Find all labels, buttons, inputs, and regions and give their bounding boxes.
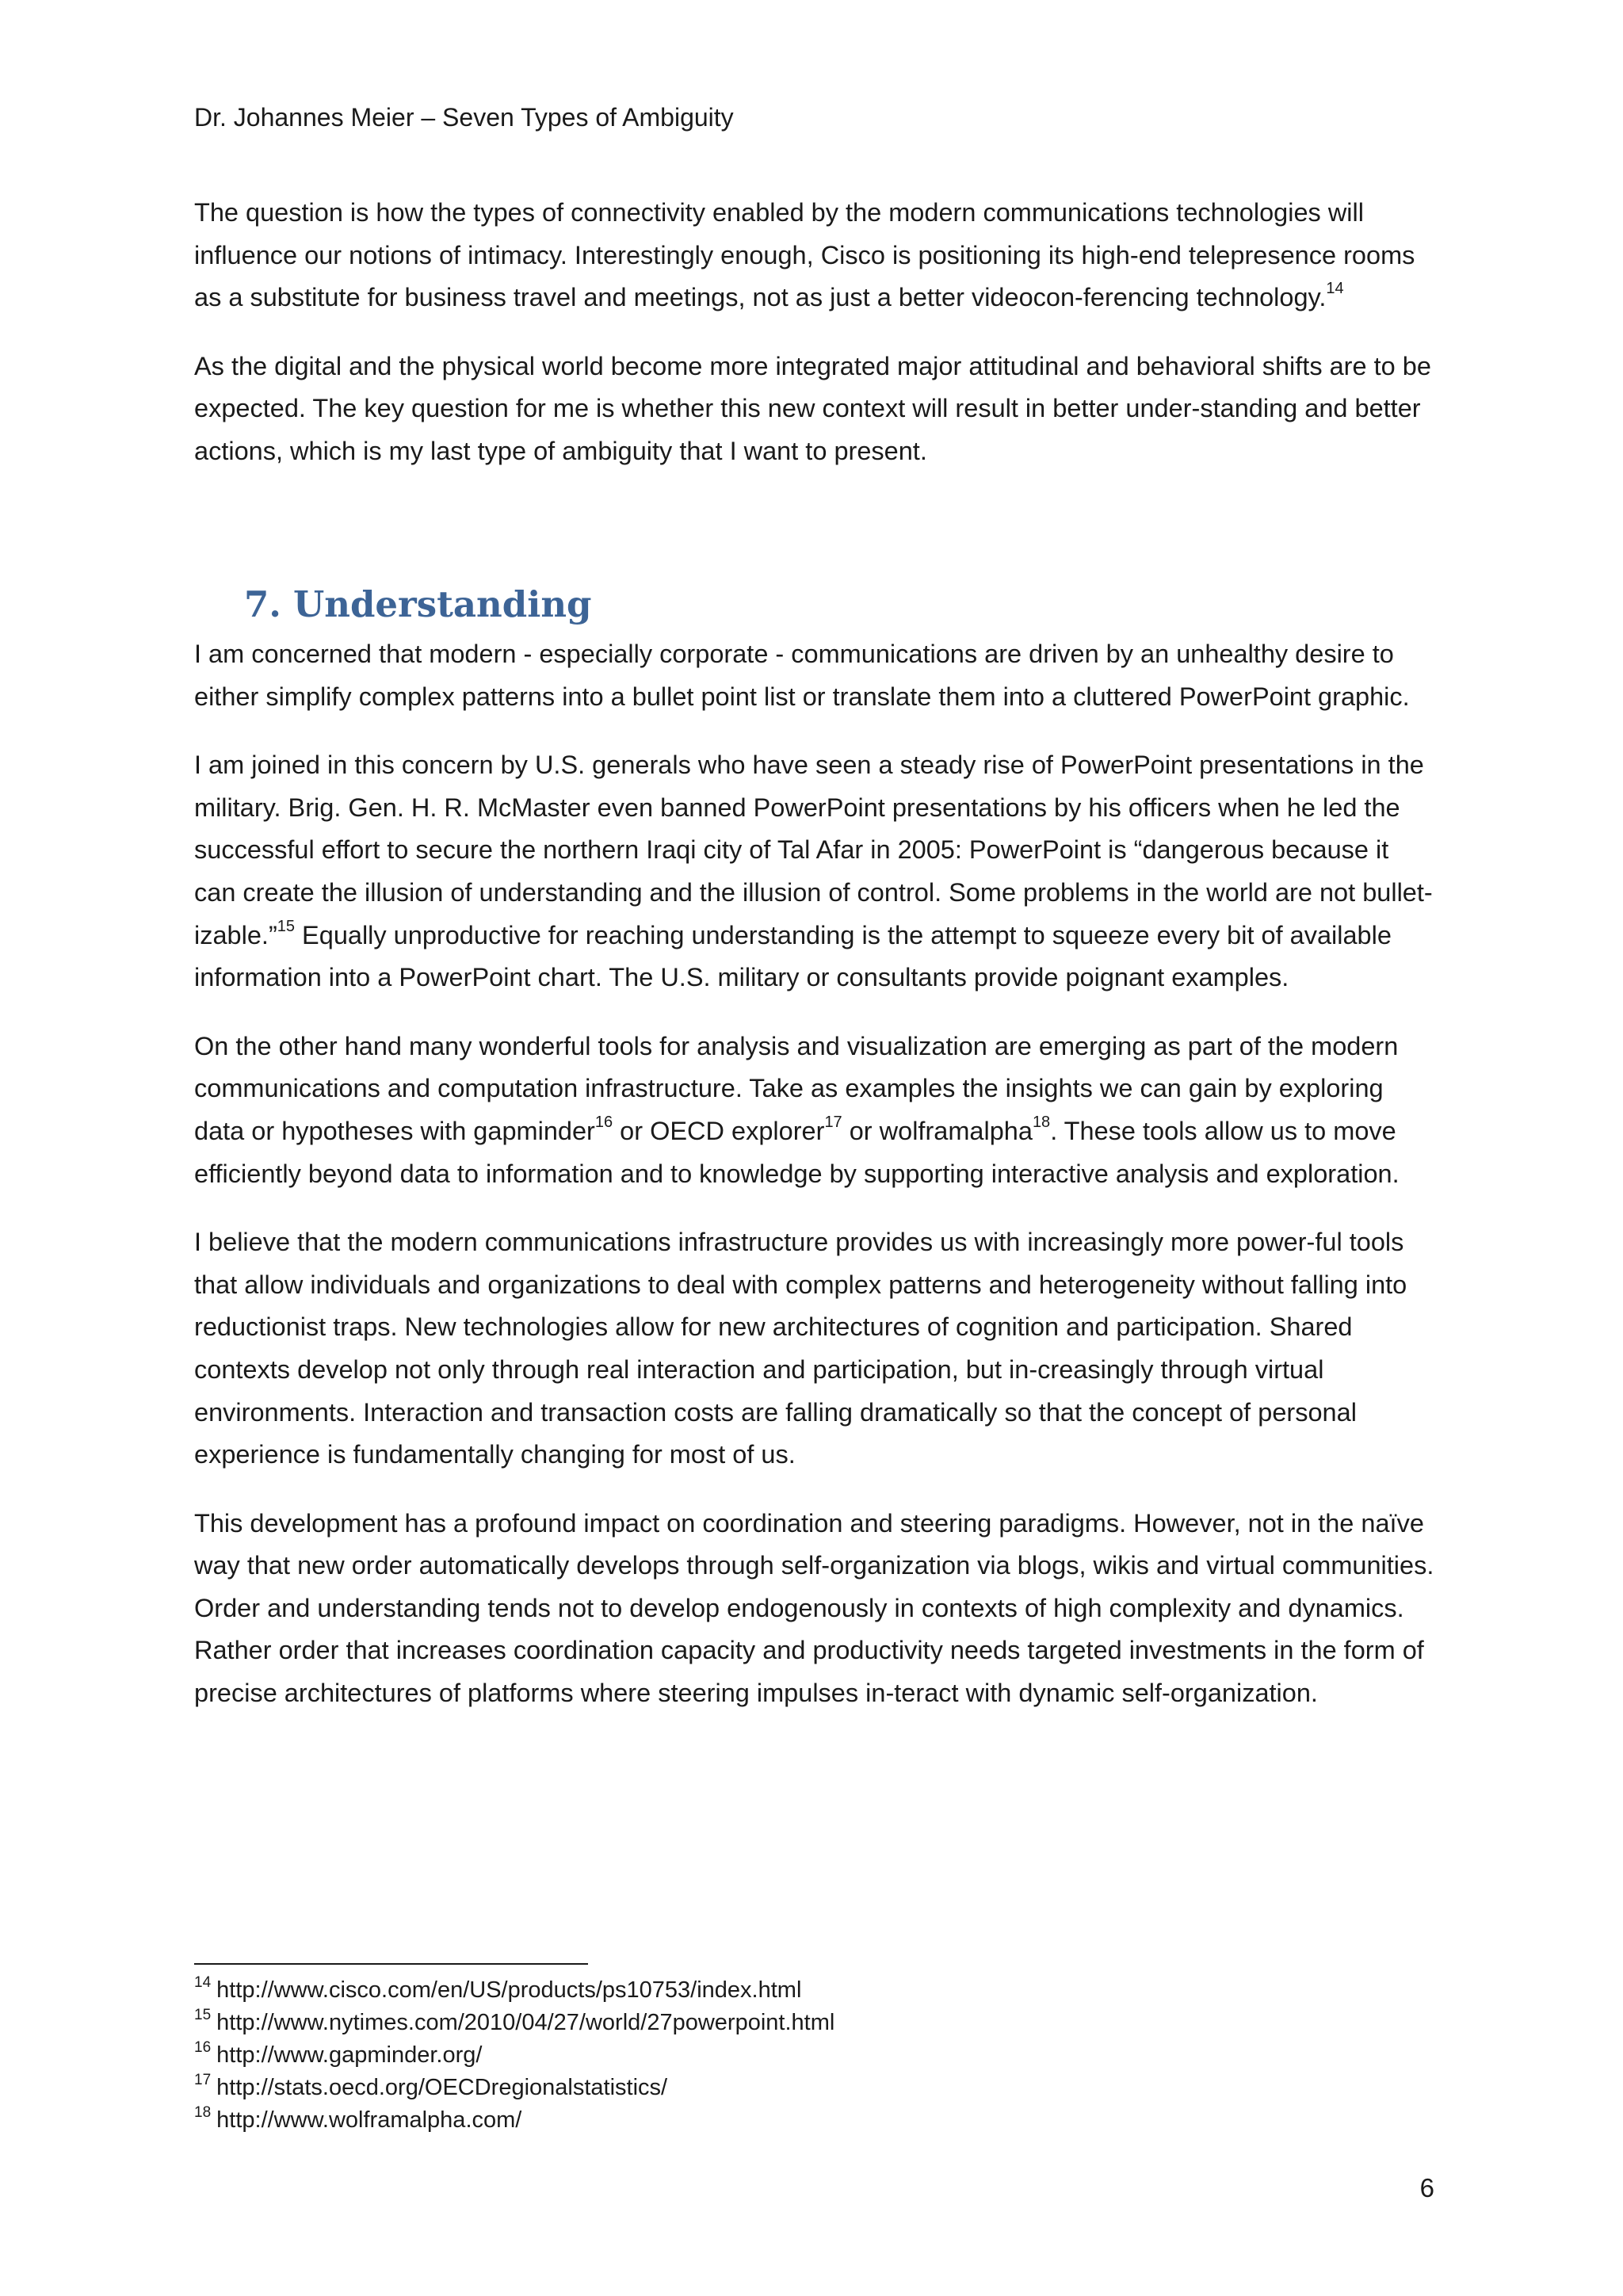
footnote bbox=[194, 2039, 834, 2072]
footnote bbox=[194, 2104, 834, 2137]
footnote-number: 15 bbox=[194, 2007, 212, 2024]
footnotes bbox=[194, 1974, 834, 2137]
footnote-link[interactable]: http://www.gapminder.org/ bbox=[216, 2042, 483, 2068]
section-heading bbox=[244, 581, 592, 628]
running-header: Dr. Johannes Meier – Seven Types of Ambiguity bbox=[194, 103, 734, 132]
footnote bbox=[194, 2072, 834, 2104]
footnote-number: 14 bbox=[194, 1974, 212, 1992]
footnote-link[interactable]: http://www.cisco.com/en/US/products/ps10753/index.html bbox=[216, 1977, 802, 2003]
footnote-ref[interactable]: 14 bbox=[1326, 280, 1344, 298]
paragraph: As the digital and the physical world become more integrated major attitudinal and behavioral shifts are to be expected. The key question for me is whether this new context will result in better under-standing and better actions, which is my last type of ambiguity that I want to present. bbox=[194, 351, 1431, 465]
footnote-link[interactable]: http://stats.oecd.org/OECDregionalstatistics/ bbox=[216, 2075, 668, 2100]
footnote-number: 16 bbox=[194, 2039, 212, 2057]
paragraph bbox=[194, 192, 1437, 319]
paragraph-text: Equally unproductive for reaching understanding is the attempt to squeeze every bit of available information into a PowerPoint chart. The U.S. military or consultants provide poignant examples. bbox=[194, 920, 1392, 992]
paragraph: I am concerned that modern - especially corporate - communications are driven by an unhealthy desire to either simplify complex patterns into a bullet point list or translate them into a cluttered PowerPoint graphic. bbox=[194, 640, 1410, 711]
footnote bbox=[194, 2007, 834, 2039]
paragraph-text: On the other hand many wonderful tools for analysis and visualization are emerging as part of the modern communications and computation infrastructure. Take as examples the insights we can gain by exploring data or hypotheses with gapminder bbox=[194, 1031, 1399, 1145]
footnote-ref[interactable]: 17 bbox=[824, 1114, 842, 1132]
paragraph-text: or OECD explorer bbox=[613, 1116, 825, 1145]
footnote-ref[interactable]: 16 bbox=[594, 1114, 613, 1132]
section-title: Understanding bbox=[293, 583, 592, 625]
footnote bbox=[194, 1974, 834, 2007]
paragraph-text: or wolframalpha bbox=[842, 1116, 1033, 1145]
paragraph bbox=[194, 744, 1437, 999]
footnote-number: 18 bbox=[194, 2104, 212, 2122]
paragraph-text: The question is how the types of connectivity enabled by the modern communications technologies will influence our notions of intimacy. Interestingly enough, Cisco is positioning its high-end telepresence rooms as a substitute for business travel and meetings, not as just a better videocon-ferencing technology. bbox=[194, 198, 1415, 312]
footnote-ref[interactable]: 18 bbox=[1032, 1114, 1051, 1132]
section-number: 7. bbox=[244, 583, 281, 625]
paragraph: This development has a profound impact on coordination and steering paradigms. However, not in the naïve way that new order automatically develops through self-organization via blogs, wikis and virtual communities. Order and understanding tends not to develop endogenously in contexts of high complexity and dynamics. Rather order that increases coordination capacity and productivity needs targeted investments in the form of precise architectures of platforms where steering impulses in-teract with dynamic self-organization. bbox=[194, 1508, 1434, 1708]
footnote-link[interactable]: http://www.nytimes.com/2010/04/27/world/27powerpoint.html bbox=[216, 2010, 835, 2035]
footnote-separator bbox=[194, 1963, 588, 1965]
paragraph: I believe that the modern communications infrastructure provides us with increasingly more power-ful tools that allow individuals and organizations to deal with complex patterns and heterogeneity without falling into reductionist traps. New technologies allow for new architectures of cognition and participation. Shared contexts develop not only through real interaction and participation, but in-creasingly through virtual environments. Interaction and transaction costs are falling dramatically so that the concept of personal experience is fundamentally changing for most of us. bbox=[194, 1228, 1407, 1469]
paragraph-text: I am joined in this concern by U.S. generals who have seen a steady rise of PowerPoint presentations in the military. Brig. Gen. H. R. McMaster even banned PowerPoint presentations by his officers when he led the successful effort to secure the northern Iraqi city of Tal Afar in 2005: PowerPoint is “dangerous because it can create the illusion of understanding and the illusion of control. Some problems in the world are not bullet-izable.” bbox=[194, 751, 1433, 949]
footnote-ref[interactable]: 15 bbox=[277, 917, 296, 935]
paragraph bbox=[194, 1026, 1437, 1195]
section-body bbox=[194, 633, 1437, 1715]
paragraph-text: . These tools allow us to move efficiently beyond data to information and to knowledge by supporting interactive analysis and exploration. bbox=[194, 1116, 1400, 1188]
footnote-link[interactable]: http://www.wolframalpha.com/ bbox=[216, 2107, 522, 2133]
intro-text bbox=[194, 192, 1437, 473]
footnote-number: 17 bbox=[194, 2072, 212, 2089]
page-number: 6 bbox=[1419, 2173, 1434, 2202]
